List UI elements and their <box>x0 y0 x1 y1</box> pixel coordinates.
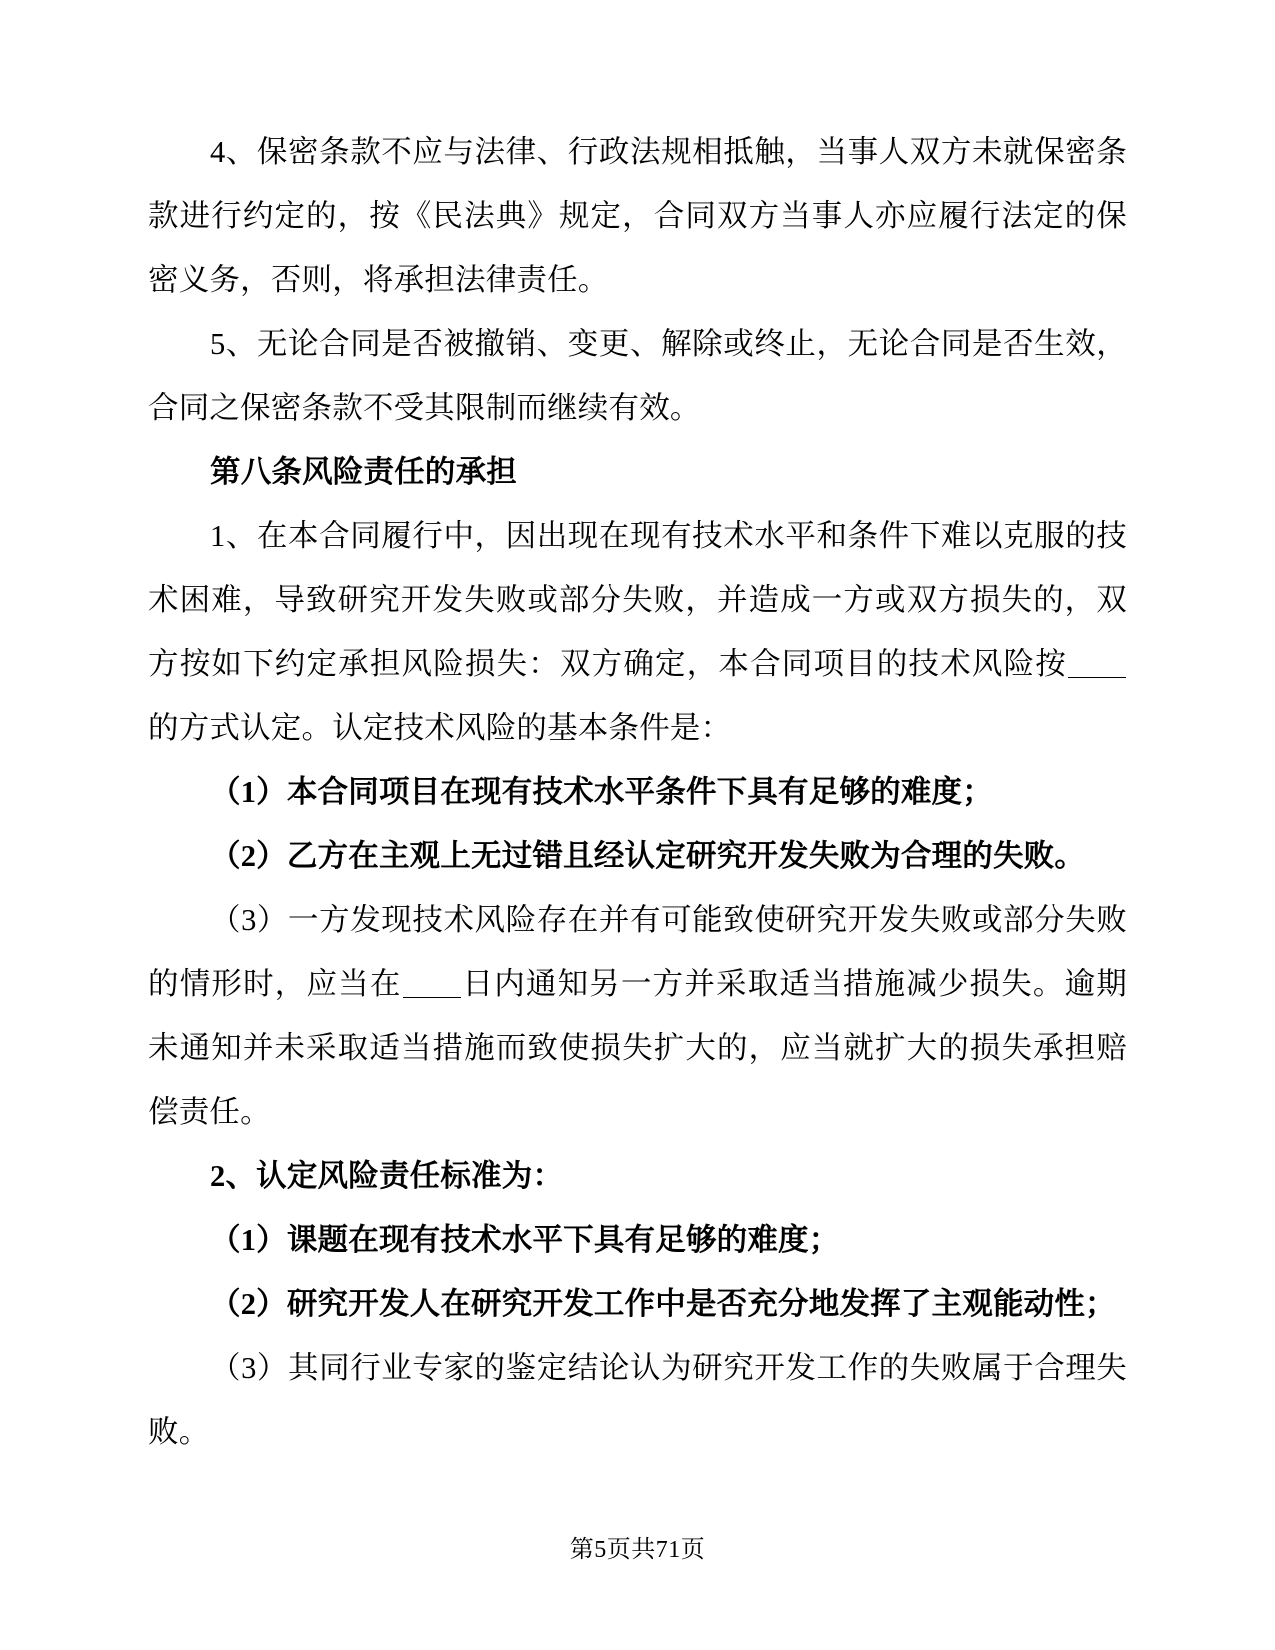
paragraph-clause7-item5: 5、无论合同是否被撤销、变更、解除或终止，无论合同是否生效，合同之保密条款不受其限制而继续有效。 <box>148 327 1127 425</box>
paragraph-clause8-item1-sub3 <box>148 888 1127 1144</box>
paragraph-clause8-item2: 2、认定风险责任标准为： <box>210 1159 564 1193</box>
paragraph-clause8-item2-sub1: （1）课题在现有技术水平下具有足够的难度； <box>210 1223 840 1257</box>
paragraph-clause8-item1-sub3-text-before: （3）一方发现技术风险存在并有可能致使研究开发失败或部分失败的情形时，应当在 <box>148 903 1127 1001</box>
paragraph-clause8-item1-text-before: 1、在本合同履行中，因出现在现有技术水平和条件下难以克服的技术困难，导致研究开发失败或部分失败，并造成一方或双方损失的，双方按如下约定承担风险损失：双方确定，本合同项目的技术风险按 <box>148 519 1127 681</box>
paragraph-clause8-item1-sub1: （1）本合同项目在现有技术水平条件下具有足够的难度； <box>210 775 993 809</box>
paragraph-clause8-item1-sub3-text-after: 日内通知另一方并采取适当措施减少损失。逾期未通知并未采取适当措施而致使损失扩大的，应当就扩大的损失承担赔偿责任。 <box>148 967 1127 1129</box>
paragraph-clause8-item1-sub2: （2）乙方在主观上无过错且经认定研究开发失败为合理的失败。 <box>210 839 1086 873</box>
fill-in-blank-risk-method[interactable] <box>1068 651 1126 678</box>
page-number-label: 第5页共71页 <box>569 1537 706 1563</box>
paragraph-clause8-item1-text-after: 的方式认定。认定技术风险的基本条件是： <box>148 711 732 745</box>
fill-in-blank-notice-days[interactable] <box>403 971 461 998</box>
document-body <box>148 120 1127 1464</box>
paragraph-clause8-item2-sub2: （2）研究开发人在研究开发工作中是否充分地发挥了主观能动性； <box>210 1287 1116 1321</box>
page-footer <box>0 1529 1275 1564</box>
paragraph-clause8-item2-sub3: （3）其同行业专家的鉴定结论认为研究开发工作的失败属于合理失败。 <box>148 1351 1127 1449</box>
paragraph-clause8-item1 <box>148 504 1127 760</box>
paragraph-clause7-item4: 4、保密条款不应与法律、行政法规相抵触，当事人双方未就保密条款进行约定的，按《民法典》规定，合同双方当事人亦应履行法定的保密义务，否则，将承担法律责任。 <box>148 135 1127 297</box>
heading-clause-8: 第八条风险责任的承担 <box>210 455 517 489</box>
